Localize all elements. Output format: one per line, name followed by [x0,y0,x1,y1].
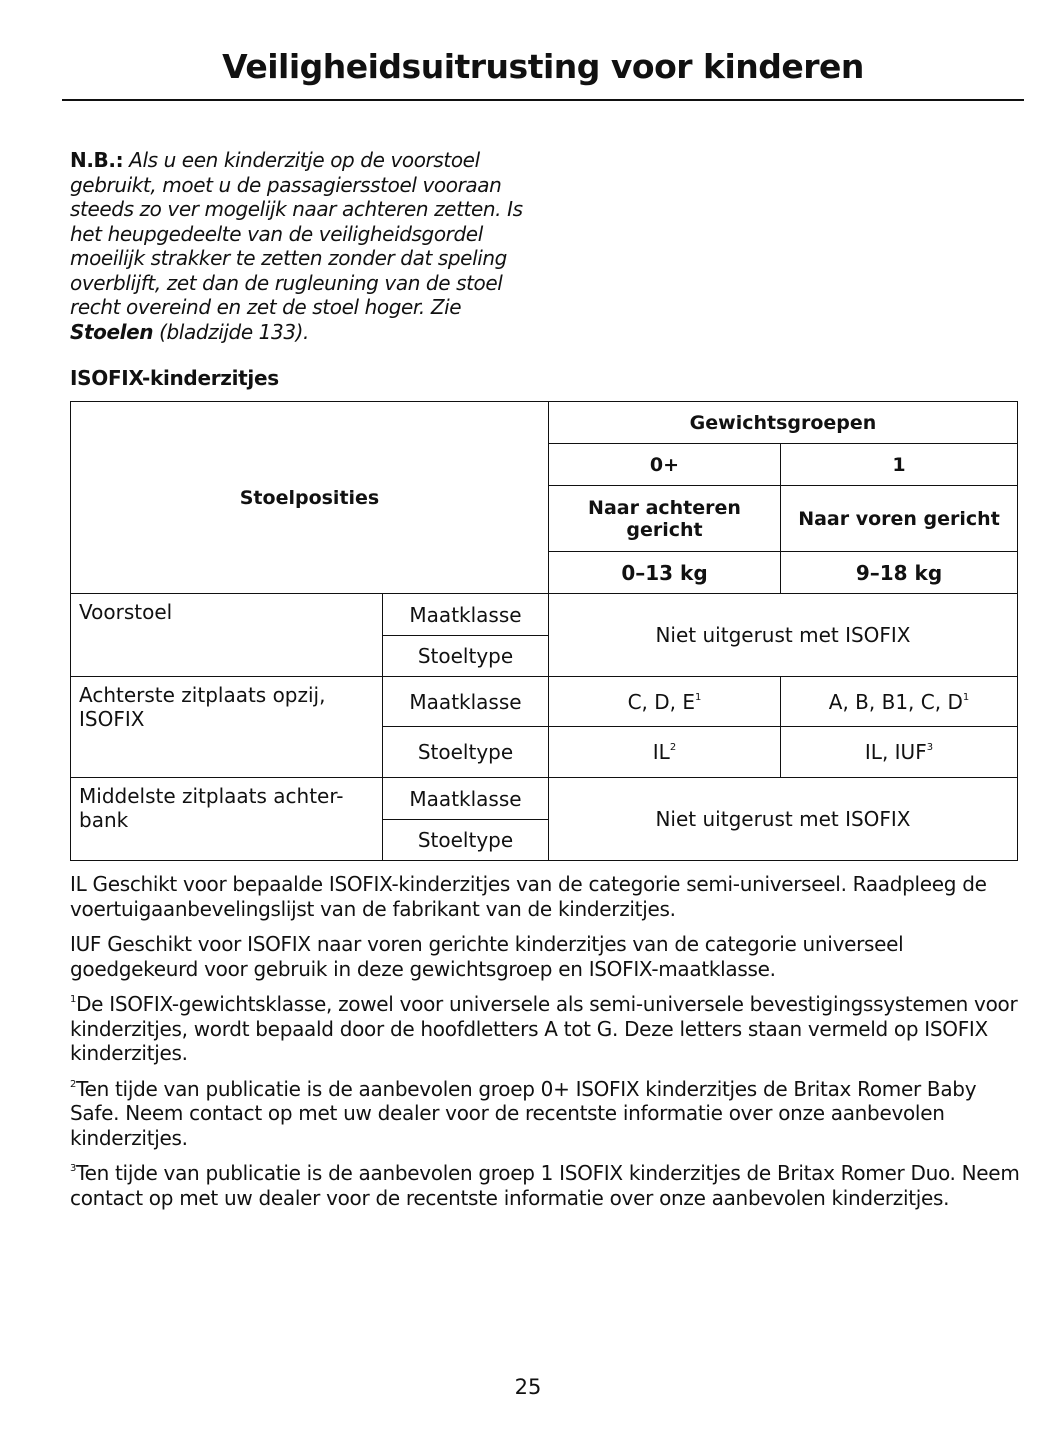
header-direction-1: Naar voren gericht [781,486,1018,552]
row-position-rear-outer: Achterste zitplaats opzij, ISOFIX [71,677,383,778]
row-size-label: Maatklasse [383,778,549,820]
row-type-label: Stoeltype [383,727,549,778]
note-page-ref: (bladzijde 133). [159,319,310,344]
row-position-front-seat: Voorstoel [71,594,383,677]
row-position-rear-middle: Middelste zitplaats achter-bank [71,778,383,861]
header-group-1: 1 [781,444,1018,486]
row-merged-value: Niet uitgerust met ISOFIX [549,594,1018,677]
cell-type-0plus: $IL^2$ [549,727,781,778]
header-weight-1: 9–18 kg [781,552,1018,594]
row-merged-value: Niet uitgerust met ISOFIX [549,778,1018,861]
page-title: Veiligheidsuitrusting voor kinderen [222,47,864,86]
header-weight-0plus: 0–13 kg [549,552,781,594]
isofix-table [70,401,1018,861]
cell-size-1: A, B, B1, C, $D^1$ [781,677,1018,727]
cell-size-0plus: C, D, $E^1$ [549,677,781,727]
row-size-label: Maatklasse [383,594,549,636]
note-text: Als u een kinderzitje op de voorstoel gebruikt, moet u de passagiersstoel vooraan steeds zo ver mogelijk naar achteren zetten. Is het heupgedeelte van de veiligheidsgordel moeilijk strakker te zetten zonder dat speling overblijft, zet dan de rugleuning van de stoel recht overeind en zet de stoel hoger. [70,148,523,319]
footnote-2: $^2$Ten tijde van publicatie is de aanbevolen groep 0+ ISOFIX kinderzitjes de Britax Romer Baby Safe. Neem contact op met uw dealer voor de recentste informatie over onze aanbevolen kinderzitjes. [70,1076,977,1150]
page-number: 25 [514,1375,542,1399]
header-direction-0plus: Naar achteren gericht [549,486,781,552]
title-divider [62,99,1024,101]
row-size-label: Maatklasse [383,677,549,727]
footnotes [70,872,1020,1221]
note-label: N.B.: [70,148,124,172]
footnote-il: IL Geschikt voor bepaalde ISOFIX-kinderzitjes van de categorie semi-universeel. Raadpleeg de voertuigaanbevelingslijst van de fabrikant van de kinderzitjes. [70,872,987,921]
footnote-iuf: IUF Geschikt voor ISOFIX naar voren gerichte kinderzitjes van de categorie universeel goedgekeurd voor gebruik in deze gewichtsgroep en ISOFIX-maatklasse. [70,932,904,981]
note-paragraph [70,148,540,344]
header-weight-groups: Gewichtsgroepen [549,402,1018,444]
note-see: Zie [430,295,462,319]
section-heading: ISOFIX-kinderzitjes [70,366,279,390]
footnote-3: $^3$Ten tijde van publicatie is de aanbevolen groep 1 ISOFIX kinderzitjes de Britax Romer Duo. Neem contact op met uw dealer voor de recentste informatie over onze aanbevolen kinderzitjes. [70,1161,1020,1210]
cell-type-1: IL, IUF$^3$ [781,727,1018,778]
header-group-0plus: 0+ [549,444,781,486]
note-xref-link[interactable]: Stoelen [70,319,154,344]
footnote-1: $^1$De ISOFIX-gewichtsklasse, zowel voor universele als semi-universele bevestigingssystemen voor kinderzitjes, wordt bepaald door de hoofdletters A tot G. Deze letters staan vermeld op ISOFIX kinderzitjes. [70,992,1018,1065]
header-seat-positions: Stoelposities [71,402,549,594]
row-type-label: Stoeltype [383,820,549,861]
row-type-label: Stoeltype [383,636,549,677]
